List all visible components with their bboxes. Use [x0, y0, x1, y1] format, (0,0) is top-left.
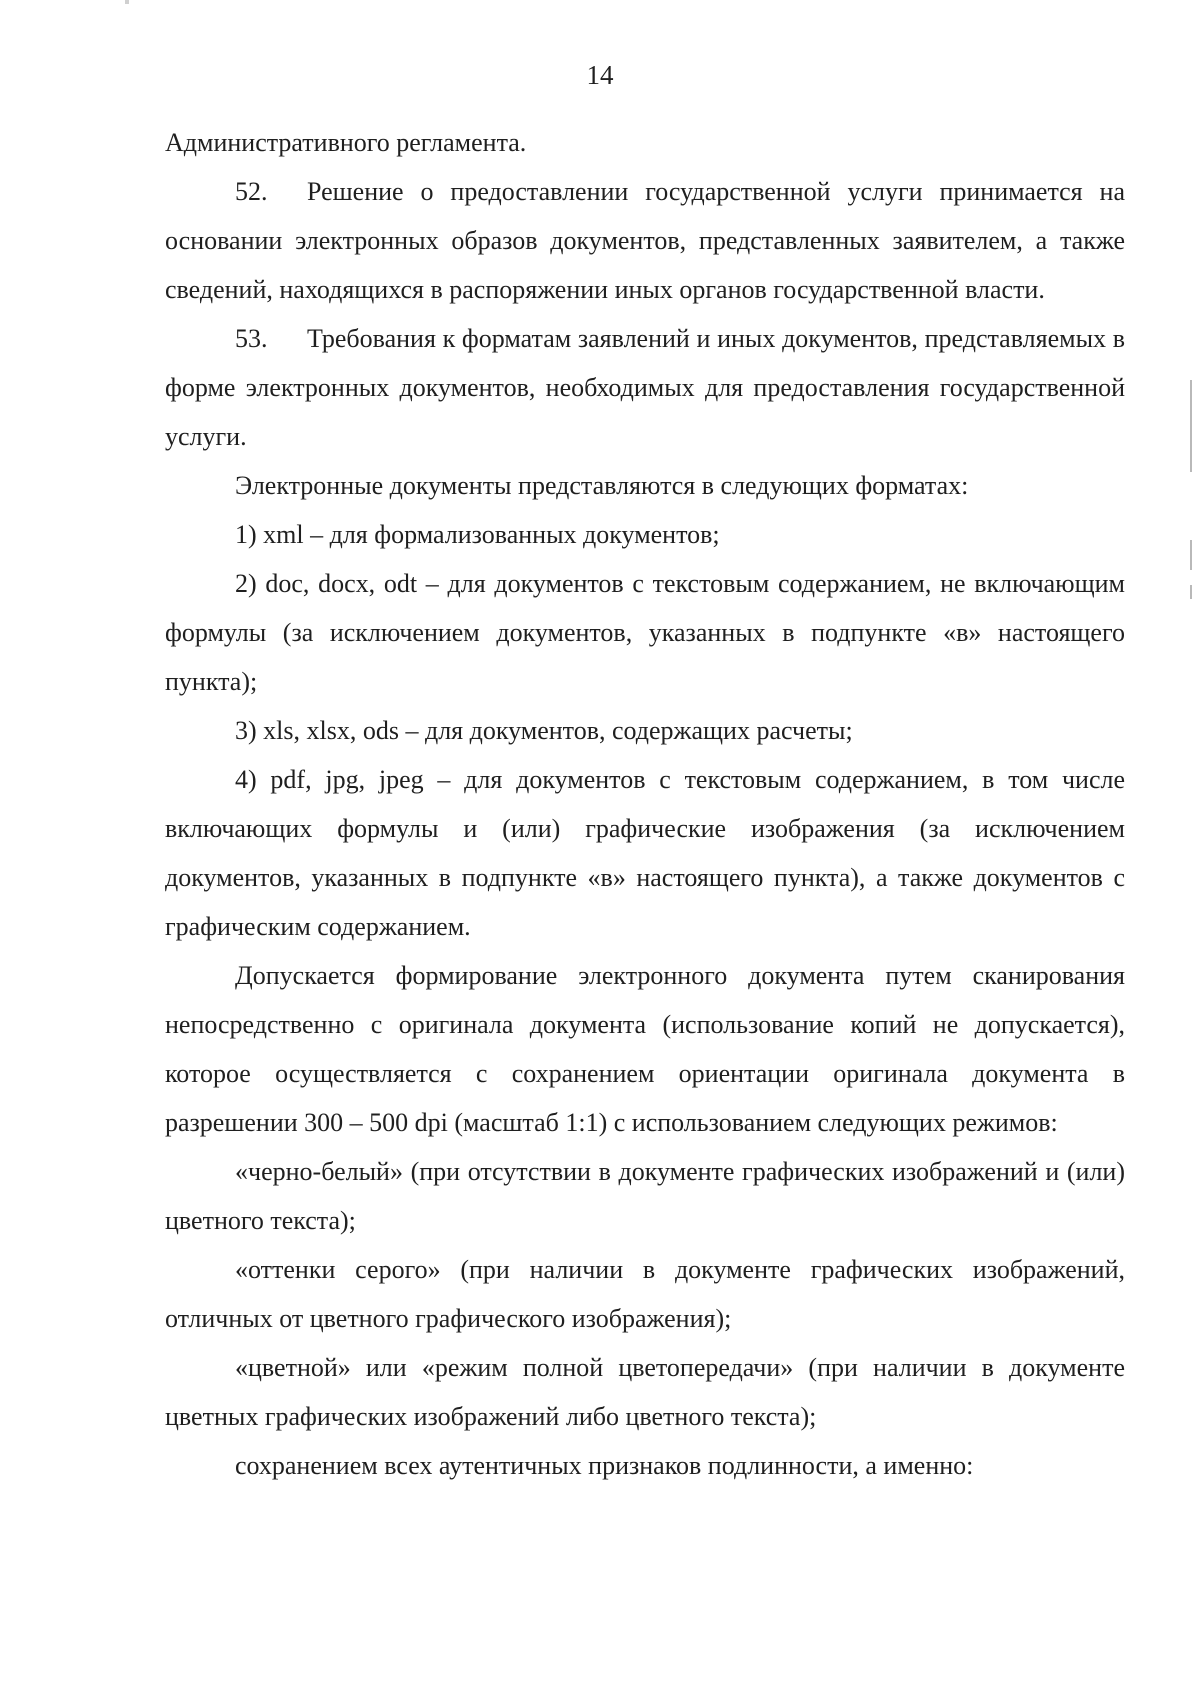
list-item-xml: 1) xml – для формализованных документов; — [235, 520, 720, 549]
paragraph-formats-intro: Электронные документы представляются в следующих форматах: — [235, 471, 969, 500]
scan-artifact-edge-line — [1190, 540, 1192, 570]
paragraph-continuation: Административного регламента. — [165, 128, 527, 157]
scan-artifact-corner — [125, 0, 129, 4]
paragraph-number-53: 53. — [235, 324, 268, 353]
page-number: 14 — [586, 60, 614, 90]
paragraph-52-text: Решение о предоставлении государственной услуги принимается на основании электронных образов документов, представленных заявителем, а также сведений, находящихся в распоряжении иных органов государственной власти. — [165, 177, 1125, 304]
paragraph-52 — [165, 167, 1125, 314]
list-item-doc: 2) doc, docx, odt – для документов с текстовым содержанием, не включающим формулы (за исключением документов, указанных в подпункте «в» настоящего пункта); — [165, 569, 1125, 696]
list-item-xls: 3) xls, xlsx, ods – для документов, содержащих расчеты; — [235, 716, 853, 745]
scan-artifact-edge-line — [1190, 585, 1192, 599]
mode-grayscale: «оттенки серого» (при наличии в документе графических изображений, отличных от цветного графического изображения); — [165, 1255, 1125, 1333]
document-body — [165, 118, 1125, 1490]
mode-color: «цветной» или «режим полной цветопередачи» (при наличии в документе цветных графических изображений либо цветного текста); — [165, 1353, 1125, 1431]
paragraph-scanning: Допускается формирование электронного документа путем сканирования непосредственно с оригинала документа (использование копий не допускается), которое осуществляется с сохранением ориентации оригинала документа в разрешении 300 – 500 dpi (масштаб 1:1) с использованием следующих режимов: — [165, 961, 1125, 1137]
paragraph-number-52: 52. — [235, 177, 268, 206]
list-item-pdf: 4) pdf, jpg, jpeg – для документов с текстовым содержанием, в том числе включающих формулы и (или) графические изображения (за исключением документов, указанных в подпункте «в» настоящего пункта), а также документов с графическим содержанием. — [165, 765, 1125, 941]
paragraph-53 — [165, 314, 1125, 461]
scan-artifact-edge-line — [1190, 380, 1192, 472]
paragraph-53-text: Требования к форматам заявлений и иных документов, представляемых в форме электронных документов, необходимых для предоставления государственной услуги. — [165, 324, 1125, 451]
mode-black-white: «черно-белый» (при отсутствии в документе графических изображений и (или) цветного текста); — [165, 1157, 1125, 1235]
paragraph-authenticity: сохранением всех аутентичных признаков подлинности, а именно: — [235, 1451, 974, 1480]
